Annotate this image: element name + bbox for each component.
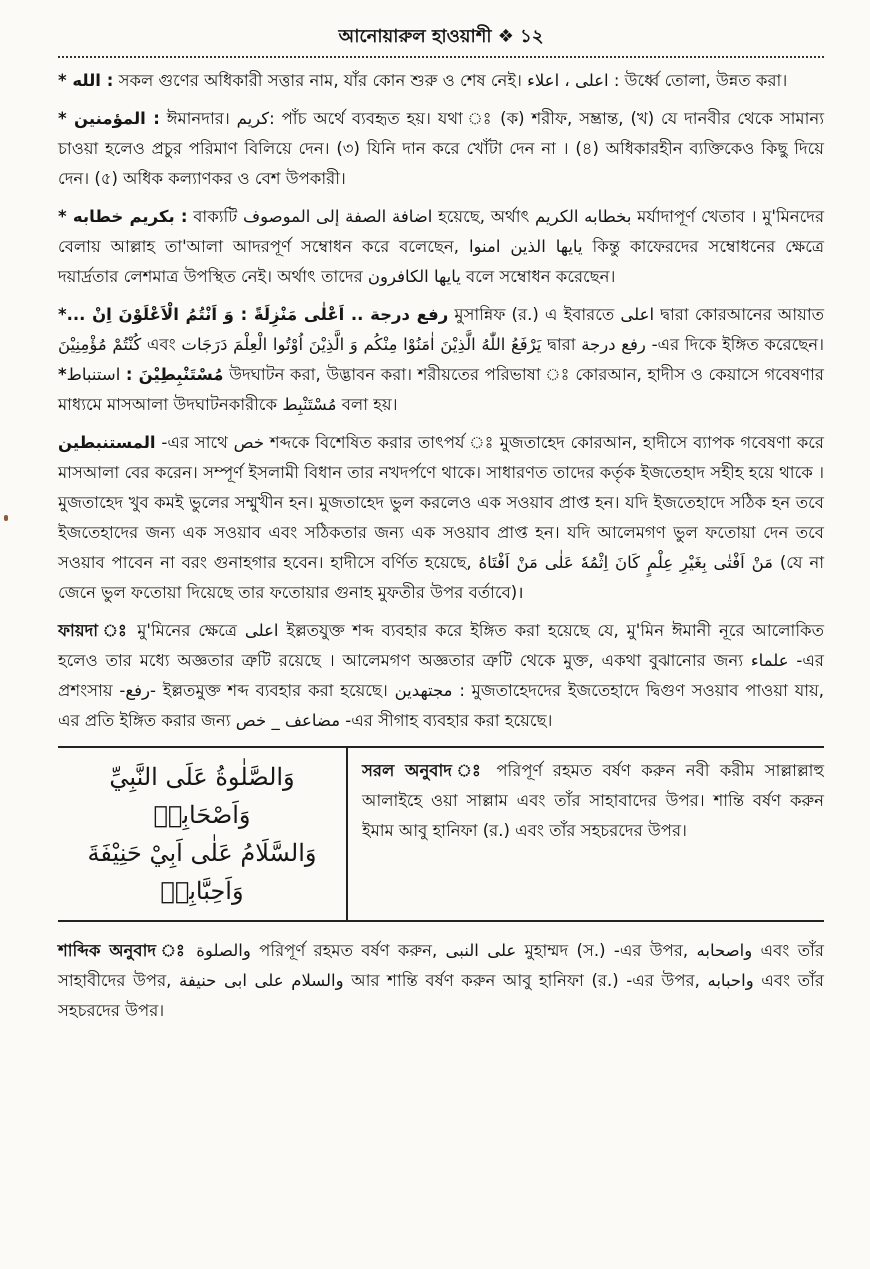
verse-box [58, 746, 824, 922]
term-khitab: * بكريم خطابه : [58, 207, 188, 226]
text-faida: মু'মিনের ক্ষেত্রে اعلى ইল্লতযুক্ত শব্দ ব্যবহার করে ইঙ্গিত করা হয়েছে যে, মু'মিন ঈমানী নূরে আলোকিত হলেও তার মধ্যে অজ্ঞতার ত্রুটি রয়েছে । আলেমগণ অজ্ঞতার ত্রুটি থেকে মুক্ত, একথা বুঝানোর জন্য علماء -এর প্রশংসায় -رفع- ইল্লতমুক্ত শব্দ ব্যবহার করা হয়েছে। مجتهدين : মুজতাহেদদের ইজতেহাদে দ্বিগুণ সওয়াব পাওয়া যায়, এর প্রতি ইঙ্গিত করার জন্য مضاعف _ خص -এর সীগাহ ব্যবহার করা হয়েছে। [58, 621, 824, 730]
arabic-verse [58, 748, 348, 920]
running-header: আনোয়ারুল হাওয়াশী ❖ ১২ [338, 26, 544, 47]
text-muminin: ঈমানদার। كريم: পাঁচ অর্থে ব্যবহৃত হয়। যথা ঃ (ক) শরীফ, সম্ভ্রান্ত, (খ) যে দানবীর থেকে সামান্য চাওয়া হলেও প্রচুর পরিমাণ বিলিয়ে দেন। (৩) যিনি দান করে খোঁটা দেন না । (৪) অধিকারহীন ব্যক্তিকেও কিছু দিয়ে দেন। (৫) অধিক কল্যাণকর ও বেশ উপকারী। [58, 109, 825, 188]
text-ala-manzila: মুসান্নিফ (র.) এ ইবারতে اعلى দ্বারা কোরআনের আয়াত كُنْتُمْ مُؤْمِنِيْنَ এবং يَرْفَعُ اللّٰهُ الَّذِيْنَ اٰمَنُوْا مِنْكُم وَ الَّذِيْنَ اُوْتُوا الْعِلْمَ دَرَجَات দ্বারা رفع درجة -এর দিকে ইঙ্গিত করেছেন। [58, 305, 825, 354]
paragraph-khitab [58, 202, 824, 292]
term-muminin: * المؤمنين : [58, 109, 160, 128]
literal-translation [58, 936, 824, 1026]
simple-translation-text: পরিপূর্ণ রহমত বর্ষণ করুন নবী করীম সাল্লাল্লাহু আলাইহে ওয়া সাল্লাম এবং তাঁর সাহাবাদের উপর। শান্তি বর্ষণ করুন ইমাম আবু হানিফা (র.) এবং তাঁর সহচরদের উপর। [362, 761, 825, 840]
paragraph-faida [58, 616, 824, 736]
verse-line-1: وَالصَّلٰوةُ عَلَى النَّبِيِّ وَاَصْحَابِهٖ [109, 763, 295, 829]
term-allah: * الله : [58, 71, 114, 90]
text-mustanbitin: استنباط উদঘাটন করা, উদ্ভাবন করা। শরীয়তের পরিভাষা ঃ কোরআন, হাদীস ও কেয়াসে গবেষণার মাধ্যমে মাসআলা উদঘাটনকারীকে مُسْتَنْبِط বলা হয়। [58, 365, 825, 414]
literal-translation-text: والصلوة পরিপূর্ণ রহমত বর্ষণ করুন, على النبى মুহাম্মদ (স.) -এর উপর, واصحابه এবং তাঁর সাহাবীদের উপর, والسلام على ابى حنيفة আর শান্তি বর্ষণ করুন আবু হানিফা (র.) -এর উপর, واحبابه এবং তাঁর সহচরদের উপর। [58, 941, 825, 1020]
paragraph-mujtahid [58, 428, 824, 608]
term-mustanbitin: *مُسْتَنْبِطِيْنَ : [58, 365, 224, 384]
page-blemish [4, 515, 8, 521]
text-khitab: বাক্যটি اضافة الصفة إلى الموصوف হয়েছে, অর্থাৎ بخطابه الكريم মর্যাদাপূর্ণ খেতাব । মু'মিনদের বেলায় আল্লাহ তা'আলা আদরপূর্ণ সম্বোধন করে বলেছেন, يايها الذين امنوا কিন্তু কাফেরদের সম্বোধনের ক্ষেত্রে দয়ার্দ্রতার লেশমাত্র উপস্থিত নেই। অর্থাৎ তাদের يايها الكافرون বলে সম্বোধন করেছেন। [58, 207, 825, 286]
simple-translation [348, 748, 824, 920]
simple-translation-label: সরল অনুবাদ ঃ [362, 761, 486, 780]
text-mujtahid: -এর সাথে خص শব্দকে বিশেষিত করার তাৎপর্য ঃ মুজতাহেদ কোরআন, হাদীসে ব্যাপক গবেষণা করে মাসআলা বের করেন। সম্পূর্ণ ইসলামী বিধান তার নখদর্পণে থাকে। সাধারণত তাদের কর্তৃক ইজতেহাদ সহীহ হয়ে থাকে । মুজতাহেদ খুব কমই ভুলের সম্মুখীন হন। মুজতাহেদ ভুল করলেও এক সওয়াব প্রাপ্ত হন। যদি ইজতেহাদে সঠিক হন তবে ইজতেহাদের জন্য এক সওয়াব এবং সঠিকতার জন্য এক সওয়াব প্রাপ্ত হন। যদি আলেমগণ ভুল ফতোয়া দেন তবে সওয়াব পাবেন না বরং গুনাহগার হবেন। হাদীসে বর্ণিত হয়েছে, مَنْ اَفْتٰى بِغَيْرِ عِلْمٍ كَانَ اِثْمُهٗ عَلٰى مَنْ اَفْتَاهُ (যে না জেনে ভুল ফতোয়া দিয়েছে তার ফতোয়ার গুনাহ মুফতীর উপর বর্তাবে)। [58, 433, 824, 602]
verse-line-2: وَالسَّلَامُ عَلٰى اَبِيْ حَنِيْفَةَ وَاَحِبَّابِهٖ [87, 839, 317, 905]
literal-translation-label: শাব্দিক অনুবাদ ঃ [58, 941, 188, 960]
paragraph-ala-manzila [58, 300, 824, 420]
term-al-mustanbitin: المستنبطين [58, 433, 156, 452]
text-allah: সকল গুণের অধিকারী সত্তার নাম, যাঁর কোন শুরু ও শেষ নেই। اعلى ، اعلاء : উর্ধ্বে তোলা, উন্নত করা। [118, 71, 788, 90]
term-ala-manzila: *... رفع درجة .. اَعْلٰى مَنْزِلَةً : وَ اَنْتُمُ الْاَعْلَوْنَ اِنْ [58, 305, 449, 324]
paragraph-muminin [58, 104, 824, 194]
paragraph-allah [58, 66, 824, 96]
term-faida: ফায়দা ঃ [58, 621, 130, 640]
header-divider [58, 56, 824, 58]
